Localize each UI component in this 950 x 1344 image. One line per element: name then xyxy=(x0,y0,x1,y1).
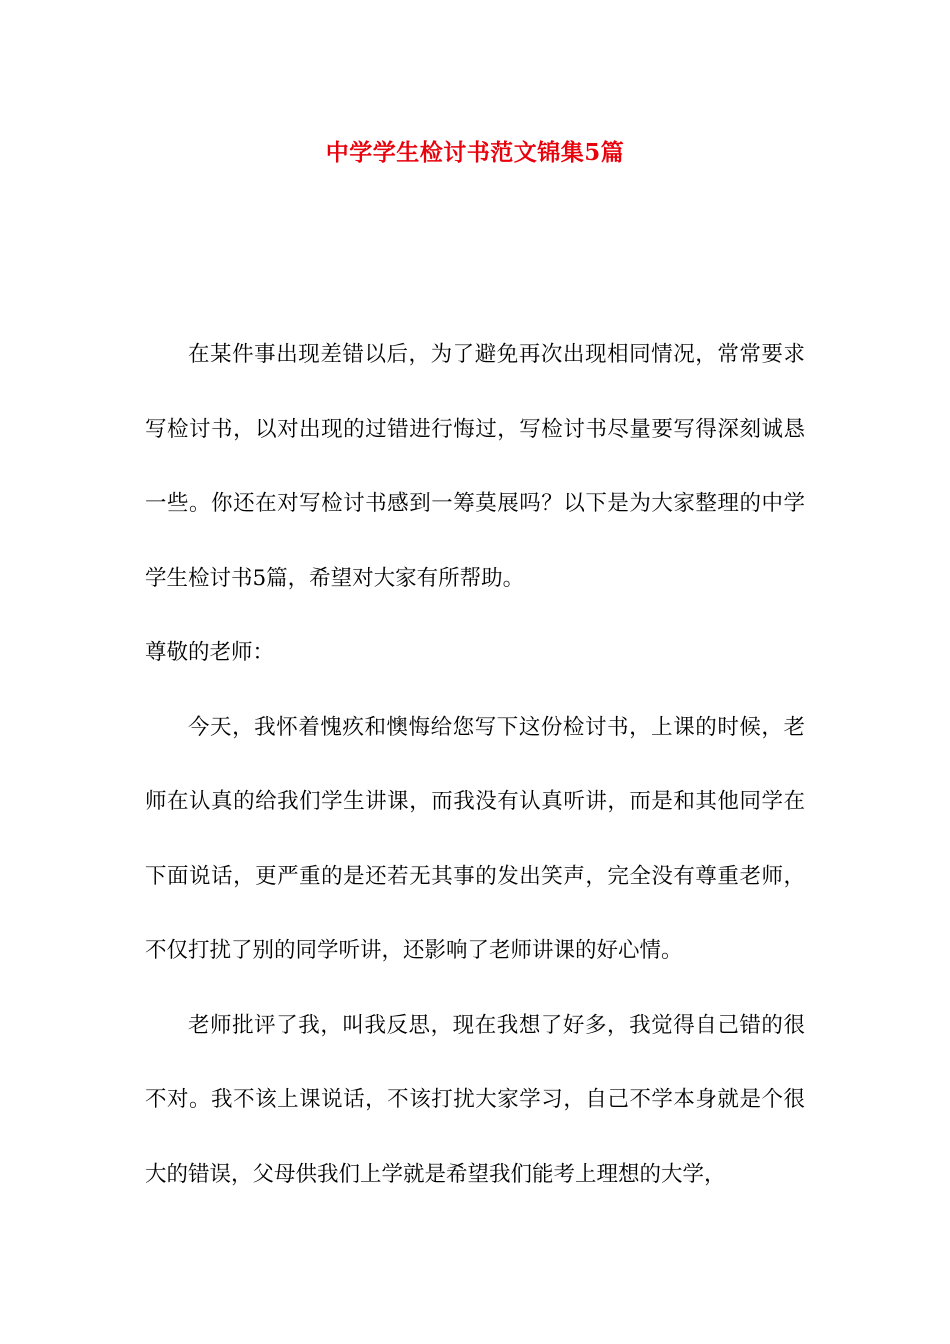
document-body xyxy=(145,318,805,1212)
body-paragraph-1: 今天，我怀着愧疚和懊悔给您写下这份检讨书，上课的时候，老师在认真的给我们学生讲课，而我没有认真听讲，而是和其他同学在下面说话，更严重的是还若无其事的发出笑声，完全没有尊重老师，不仅打扰了别的同学听讲，还影响了老师讲课的好心情。 xyxy=(145,714,805,963)
intro-paragraph: 在某件事出现差错以后，为了避免再次出现相同情况，常常要求写检讨书，以对出现的过错进行悔过，写检讨书尽量要写得深刻诚恳一些。你还在对写检讨书感到一筹莫展吗？以下是为大家整理的中学学生检讨书5篇，希望对大家有所帮助。 xyxy=(145,342,805,591)
salutation: 尊敬的老师： xyxy=(145,640,275,665)
document-title: 中学学生检讨书范文锦集5篇 xyxy=(325,139,625,166)
body-paragraph-2: 老师批评了我，叫我反思，现在我想了好多，我觉得自己错的很不对。我不该上课说话，不该打扰大家学习，自己不学本身就是个很大的错误，父母供我们上学就是希望我们能考上理想的大学， xyxy=(145,1012,805,1187)
